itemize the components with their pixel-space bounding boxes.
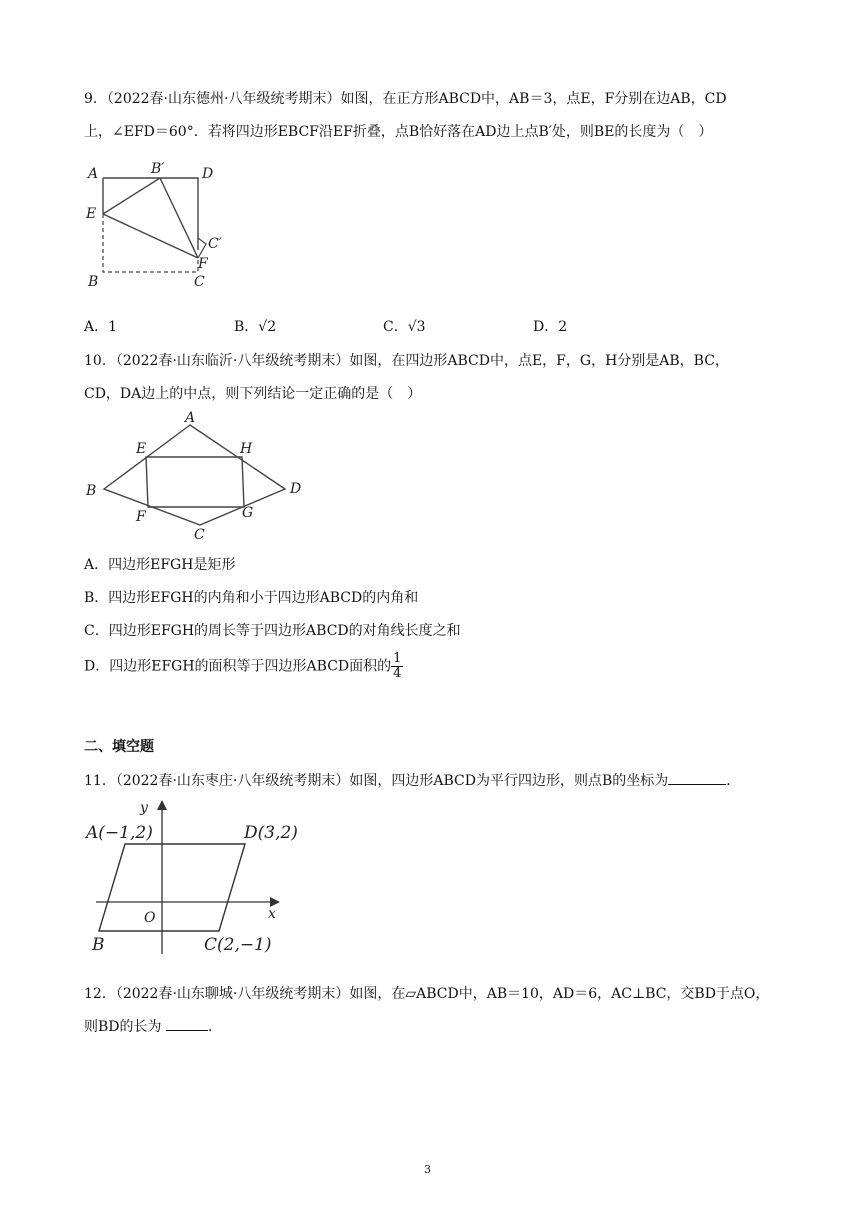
q10-option-a[interactable]: A．四边形EFGH是矩形: [84, 557, 236, 573]
q10-figure: [80, 405, 320, 545]
page-number: 3: [424, 1163, 431, 1176]
q11-label-D: D(3,2): [244, 823, 298, 843]
q11-label-x: x: [268, 906, 276, 922]
q12-number: 12．: [84, 986, 116, 1002]
q9-label-F: F: [198, 256, 208, 272]
q9-label-E: E: [86, 206, 97, 222]
q12-line1: [84, 983, 769, 1003]
q9-label-B1: B′: [151, 161, 165, 177]
q9-figure: [80, 158, 240, 298]
q10-label-H: H: [240, 441, 253, 457]
q11-label-y: y: [140, 800, 148, 816]
q9-text-2: 上，∠EFD＝60°．若将四边形EBCF沿EF折叠，点B恰好落在AD边上点B′处，则BE的长度为（ ）: [84, 124, 713, 140]
q10-number: 10．: [84, 353, 116, 369]
q10-option-c[interactable]: C．四边形EFGH的周长等于四边形ABCD的对角线长度之和: [84, 623, 461, 639]
q9-line1: [84, 88, 727, 108]
q9-option-a[interactable]: A．1: [84, 319, 118, 335]
q10-text-2: CD，DA边上的中点，则下列结论一定正确的是（ ）: [84, 386, 422, 402]
q10-label-F: F: [136, 509, 146, 525]
q9-label-C: C: [194, 274, 205, 290]
q10-label-G: G: [242, 505, 254, 521]
q11-label-A: A(−1,2): [86, 823, 153, 843]
q10-label-D: D: [290, 481, 302, 497]
q10-option-d[interactable]: D．四边形EFGH的面积等于四边形ABCD面积的 $\frac{1}{4}$: [84, 651, 402, 681]
q11-answer-blank[interactable]: [668, 770, 726, 785]
q9-label-A: A: [88, 166, 99, 182]
q10-label-C: C: [194, 527, 205, 543]
q11-label-B: B: [92, 935, 105, 955]
q10-label-B: B: [86, 483, 97, 499]
q9-option-b[interactable]: B．√2: [234, 319, 277, 335]
q12-text-1: 如图，在▱ABCD中，AB＝10，AD＝6，AC⊥BC，交BD于点O，: [349, 986, 770, 1002]
q11-figure: [82, 796, 298, 961]
q9-source: （2022春·山东德州·八年级统考期末）: [106, 91, 341, 107]
q10-label-E: E: [136, 441, 147, 457]
q9-label-D: D: [202, 166, 214, 182]
q11-label-O: O: [144, 910, 156, 926]
q12-answer-blank[interactable]: [166, 1016, 208, 1031]
q11-source: （2022春·山东枣庄·八年级统考期末）: [115, 773, 350, 789]
fraction-one-quarter: $\frac{1}{4}$: [393, 651, 402, 681]
q11-text: 如图，四边形ABCD为平行四边形，则点B的坐标为: [349, 773, 669, 789]
q9-label-B: B: [88, 274, 99, 290]
q10-option-b[interactable]: B．四边形EFGH的内角和小于四边形ABCD的内角和: [84, 590, 419, 606]
q10-label-A: A: [185, 410, 196, 426]
q9-option-c[interactable]: C．√3: [383, 319, 426, 335]
q10-text-1: 如图，在四边形ABCD中，点E，F，G，H分别是AB，BC，: [349, 353, 729, 369]
q10-line1: [84, 350, 729, 370]
q10-line2: [84, 383, 421, 403]
q11-number: 11．: [84, 773, 116, 789]
q9-number: 9．: [84, 91, 107, 107]
q9-text-1: 如图，在正方形ABCD中，AB＝3，点E，F分别在边AB，CD: [340, 91, 727, 107]
q9-line2: [84, 121, 712, 141]
q12-line2: 则BD的长为 ．: [84, 1016, 222, 1036]
q12-text-2: 则BD的长为: [84, 1019, 162, 1035]
section-heading: 二、填空题: [84, 739, 154, 755]
q9-label-C1: C′: [208, 236, 222, 252]
q10-source: （2022春·山东临沂·八年级统考期末）: [115, 353, 350, 369]
q11-label-C: C(2,−1): [204, 935, 272, 955]
q12-source: （2022春·山东聊城·八年级统考期末）: [115, 986, 350, 1002]
q9-option-d[interactable]: D．2: [533, 319, 568, 335]
q11-line: 11．（2022春·山东枣庄·八年级统考期末）如图，四边形ABCD为平行四边形，则点B的坐标为 ．: [84, 770, 740, 790]
